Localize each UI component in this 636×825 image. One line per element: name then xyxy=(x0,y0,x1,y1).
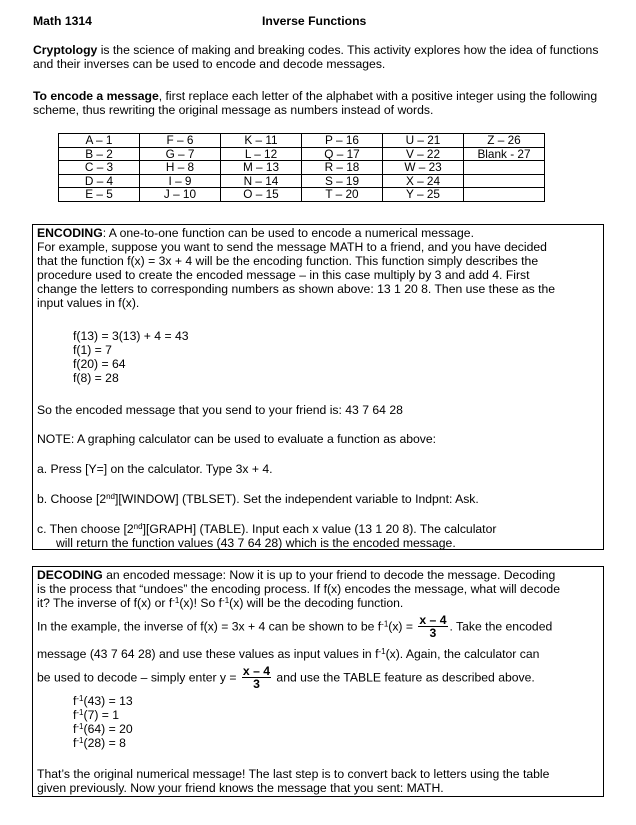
encoding-calc: f(13) = 3(13) + 4 = 43 xyxy=(73,329,189,343)
cipher-cell: L – 12 xyxy=(221,147,302,161)
cipher-cell: W – 23 xyxy=(383,161,464,175)
encoding-heading: ENCODING xyxy=(37,226,103,240)
decoding-intro-line: DECODING an encoded message: Now it is up to your friend to decode the message. Decoding xyxy=(37,568,556,582)
cipher-cell: U – 21 xyxy=(383,134,464,148)
cipher-cell xyxy=(464,161,545,175)
cipher-cell xyxy=(464,174,545,188)
inverse-fraction: $\frac{x - 4}{3}$ xyxy=(419,613,447,640)
cipher-cell: I – 9 xyxy=(140,174,221,188)
decoding-line: it? The inverse of f(x) or $f^{-1}(x)$! So $f^{-1}(x)$ will be the decoding function. xyxy=(37,596,404,610)
intro-lead: Cryptology xyxy=(33,43,98,57)
cipher-row xyxy=(59,134,545,148)
cipher-cell: G – 7 xyxy=(140,147,221,161)
encoding-line: that the function f(x) = 3x + 4 will be the encoding function. This function simply describes the xyxy=(37,254,539,268)
encoding-box xyxy=(32,224,604,550)
closing-line: given previously. Now your friend knows the message that you sent: MATH. xyxy=(37,781,444,795)
cipher-cell: T – 20 xyxy=(302,188,383,202)
cipher-cell: M – 13 xyxy=(221,161,302,175)
cipher-cell: D – 4 xyxy=(59,174,140,188)
decoding-calc: $f^{-1}(43) = 13$ xyxy=(73,694,133,708)
encoding-calc: f(20) = 64 xyxy=(73,357,126,371)
decoding-calc: $f^{-1}(7) = 1$ xyxy=(73,708,120,722)
step-b: b. Choose [2nd][WINDOW] (TBLSET). Set the independent variable to Indpnt: Ask. xyxy=(37,492,479,506)
cipher-row xyxy=(59,188,545,202)
cipher-cell: F – 6 xyxy=(140,134,221,148)
encode-intro-paragraph xyxy=(33,89,603,117)
cipher-cell: Z – 26 xyxy=(464,134,545,148)
cipher-cell: A – 1 xyxy=(59,134,140,148)
cipher-row xyxy=(59,174,545,188)
encoding-calc: f(8) = 28 xyxy=(73,371,119,385)
decoding-calc: $f^{-1}(28) = 8$ xyxy=(73,736,126,750)
closing-line: That’s the original numerical message! The last step is to convert back to letters using the table xyxy=(37,767,550,781)
decoding-inverse-line: In the example, the inverse of f(x) = 3x + 4 can be shown to be $f^{-1}(x)$ = $\frac{x - 4}{3}$ . Take the encoded xyxy=(37,613,553,640)
cipher-table xyxy=(58,133,545,202)
cipher-cell: H – 8 xyxy=(140,161,221,175)
encoded-result: So the encoded message that you send to your friend is: 43 7 64 28 xyxy=(37,403,403,417)
enter-fraction: $\frac{x - 4}{3}$ xyxy=(242,664,271,691)
cipher-cell: B – 2 xyxy=(59,147,140,161)
cipher-row xyxy=(59,147,545,161)
cipher-cell: Q – 17 xyxy=(302,147,383,161)
cipher-cell: C – 3 xyxy=(59,161,140,175)
cipher-cell: Blank - 27 xyxy=(464,147,545,161)
intro-paragraph xyxy=(33,43,603,71)
page-title: Inverse Functions xyxy=(262,14,367,28)
cipher-cell: Y – 25 xyxy=(383,188,464,202)
cipher-cell: K – 11 xyxy=(221,134,302,148)
encoding-line: input values in f(x). xyxy=(37,296,140,310)
cipher-cell: J – 10 xyxy=(140,188,221,202)
cipher-cell: N – 14 xyxy=(221,174,302,188)
cipher-cell xyxy=(464,188,545,202)
decoding-box xyxy=(32,566,604,797)
cipher-row xyxy=(59,161,545,175)
cipher-cell: O – 15 xyxy=(221,188,302,202)
calculator-note: NOTE: A graphing calculator can be used to evaluate a function as above: xyxy=(37,432,437,446)
cipher-cell: S – 19 xyxy=(302,174,383,188)
step-a: a. Press [Y=] on the calculator. Type 3x + 4. xyxy=(37,462,273,476)
decoding-line: is the process that “undoes” the encoding process. If f(x) encodes the message, what will decode xyxy=(37,582,560,596)
intro-text: is the science of making and breaking codes. This activity explores how the idea of functions and their inverses can be used to encode and decode messages. xyxy=(33,43,599,71)
cipher-cell: P – 16 xyxy=(302,134,383,148)
step-c-continued: will return the function values (43 7 64 28) which is the encoded message. xyxy=(56,536,456,550)
step-c: c. Then choose [2nd][GRAPH] (TABLE). Input each x value (13 1 20 8). The calculator xyxy=(37,522,497,536)
cipher-cell: E – 5 xyxy=(59,188,140,202)
encoding-line: change the letters to corresponding numbers as shown above: 13 1 20 8. Then use these as the xyxy=(37,282,556,296)
cipher-cell: V – 22 xyxy=(383,147,464,161)
decoding-calc: $f^{-1}(64) = 20$ xyxy=(73,722,133,736)
encode-intro-lead: To encode a message xyxy=(33,89,159,103)
decoding-enter-line: be used to decode – simply enter y = $\frac{x - 4}{3}$ and use the TABLE feature as described above. xyxy=(37,664,535,691)
cipher-cell: R – 18 xyxy=(302,161,383,175)
encoding-line: procedure used to create the encoded message – in this case multiply by 3 and add 4. First xyxy=(37,268,530,282)
encode-intro-text: , first replace each letter of the alphabet with a positive integer using the following scheme, thus rewriting the original message as numbers instead of words. xyxy=(33,89,598,117)
course-label: Math 1314 xyxy=(33,14,92,28)
cipher-cell: X – 24 xyxy=(383,174,464,188)
decoding-heading: DECODING xyxy=(37,568,103,582)
encoding-intro-line: ENCODING: A one-to-one function can be used to encode a numerical message. xyxy=(37,226,474,240)
decoding-line: message (43 7 64 28) and use these values as input values in $f^{-1}(x)$. Again, the calculator can xyxy=(37,647,540,661)
encoding-line: For example, suppose you want to send the message MATH to a friend, and you have decided xyxy=(37,240,547,254)
encoding-calc: f(1) = 7 xyxy=(73,343,112,357)
